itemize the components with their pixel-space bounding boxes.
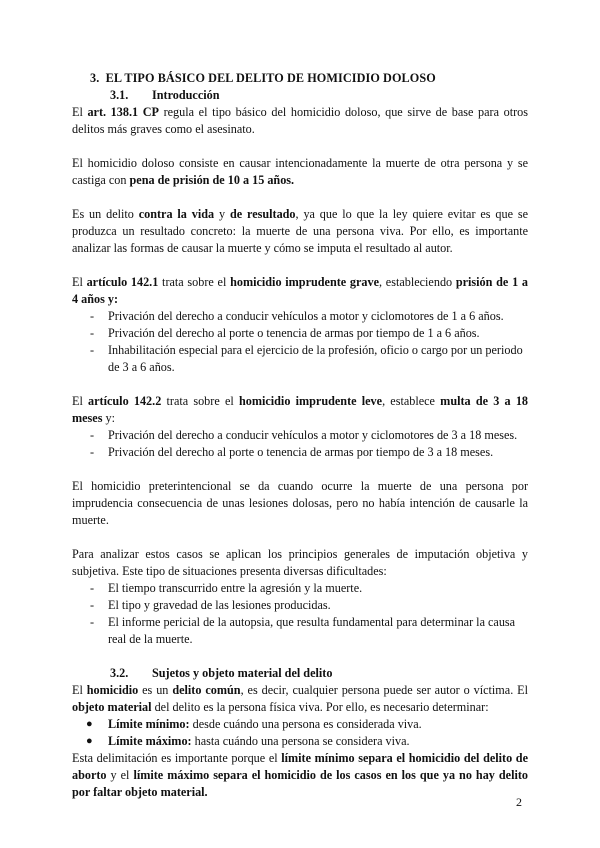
list-item: ● Límite máximo: hasta cuándo una persona se considera viva.: [86, 734, 410, 748]
page-number: 2: [516, 795, 522, 809]
list-item: - El tiempo transcurrido entre la agresión y la muerte.: [90, 581, 363, 595]
subsection-title: Introducción: [152, 88, 220, 102]
list-item: - Privación del derecho al porte o tenencia de armas por tiempo de 3 a 18 meses.: [90, 445, 494, 459]
list-item: - Privación del derecho al porte o tenencia de armas por tiempo de 1 a 6 años.: [90, 326, 480, 340]
paragraph-imputacion: Para analizar estos casos se aplican los principios generales de imputación objetiva y subjetiva. Este tipo de situaciones presenta diversas dificultades:: [72, 547, 528, 578]
list-dificultades: [72, 580, 528, 648]
document-page: [72, 70, 528, 801]
list-art-142-1: [72, 308, 528, 376]
paragraph-art-142-2: El artículo 142.2 trata sobre el homicidio imprudente leve, establece multa de 3 a 18 meses y:: [72, 394, 529, 425]
paragraph-delimitacion: Esta delimitación es importante porque el límite mínimo separa el homicidio del delito de aborto y el límite máximo separa el homicidio de los casos en los que ya no hay delito por faltar objeto material.: [72, 751, 529, 799]
section-title: EL TIPO BÁSICO DEL DELITO DE HOMICIDIO DOLOSO: [105, 71, 436, 85]
list-item: ● Límite mínimo: desde cuándo una persona es considerada viva.: [86, 717, 422, 731]
subsection-heading-sujetos: [110, 665, 528, 682]
subsection-heading-intro: [110, 87, 528, 104]
list-item: - Privación del derecho a conducir vehículos a motor y ciclomotores de 3 a 18 meses.: [90, 428, 518, 442]
list-limites: [72, 716, 528, 750]
paragraph-sujetos: El homicidio es un delito común, es decir, cualquier persona puede ser autor o víctima. El objeto material del delito es la persona física viva. Por ello, es necesario determinar:: [72, 683, 528, 714]
section-number: 3.: [90, 71, 100, 85]
list-item: - El tipo y gravedad de las lesiones producidas.: [90, 598, 331, 612]
paragraph-preterintencional: El homicidio preterintencional se da cuando ocurre la muerte de una persona por imprudencia consecuencia de unas lesiones dolosas, pero no había intención de causarle la muerte.: [72, 479, 528, 527]
paragraph-delito-resultado: Es un delito contra la vida y de resultado, ya que lo que la ley quiere evitar es que se produzca un resultado concreto: la muerte de una persona viva. Por ello, es importante analizar las formas de causar la muerte y cómo se imputa el resultado al autor.: [72, 207, 528, 255]
paragraph-homicidio-doloso: El homicidio doloso consiste en causar intencionadamente la muerte de otra persona y se castiga con pena de prisión de 10 a 15 años.: [72, 156, 528, 187]
list-item: - El informe pericial de la autopsia, que resulta fundamental para determinar la causa real de la muerte.: [90, 615, 516, 646]
list-item: - Inhabilitación especial para el ejercicio de la profesión, oficio o cargo por un periodo de 3 a 6 años.: [90, 343, 523, 374]
paragraph-art-142-1: El artículo 142.1 trata sobre el homicidio imprudente grave, estableciendo prisión de 1 a 4 años y:: [72, 275, 528, 306]
subsection-title: Sujetos y objeto material del delito: [152, 666, 333, 680]
list-art-142-2: [72, 427, 528, 461]
subsection-number: 3.2.: [110, 666, 129, 680]
section-heading: [90, 70, 528, 87]
paragraph-art-138: El art. 138.1 CP regula el tipo básico del homicidio doloso, que sirve de base para otros delitos más graves como el asesinato.: [72, 105, 528, 136]
list-item: - Privación del derecho a conducir vehículos a motor y ciclomotores de 1 a 6 años.: [90, 309, 504, 323]
subsection-number: 3.1.: [110, 88, 129, 102]
